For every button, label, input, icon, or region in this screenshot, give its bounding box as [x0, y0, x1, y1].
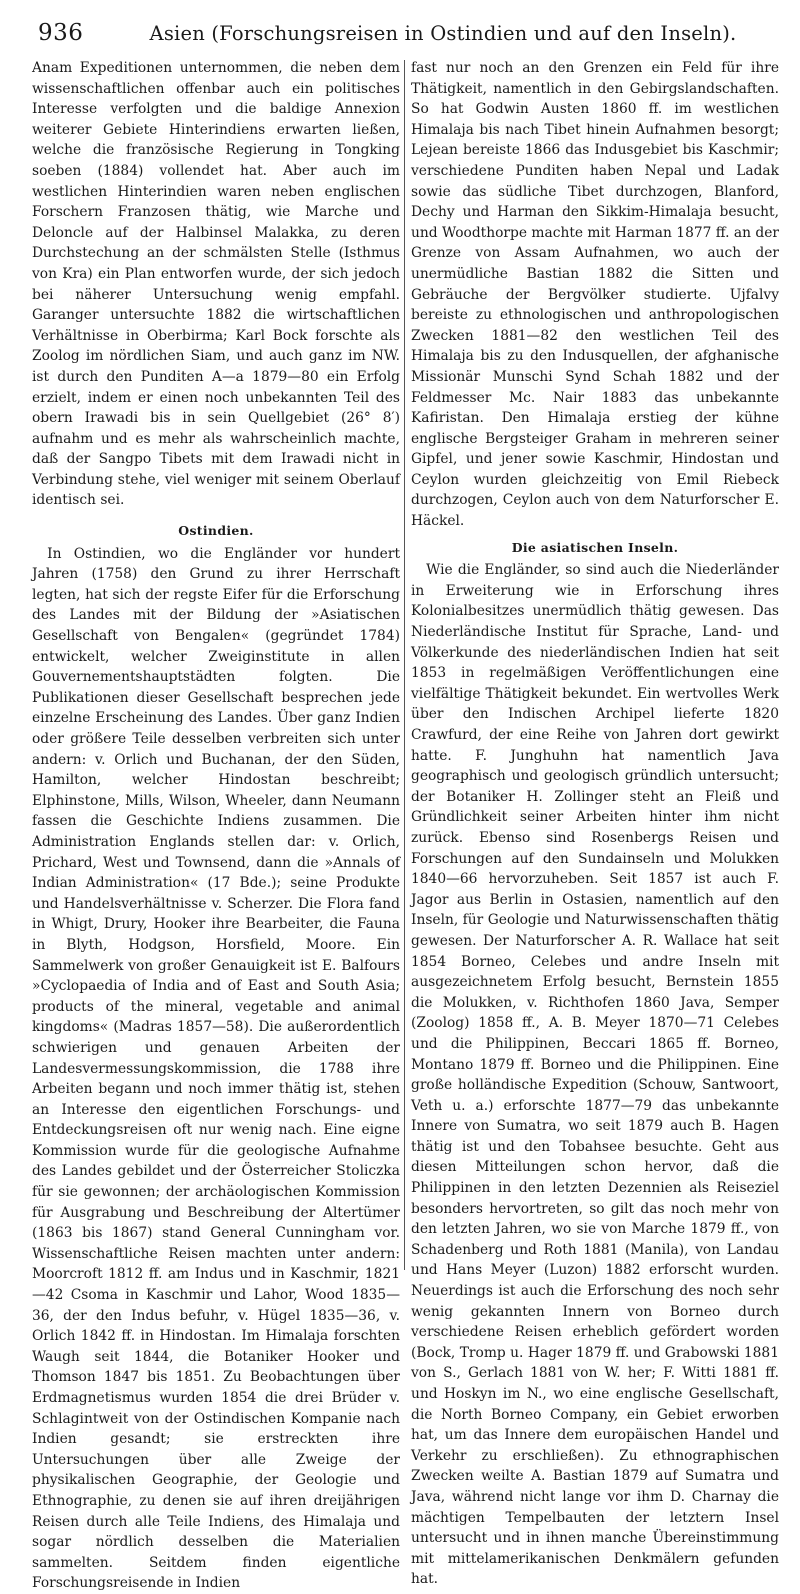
paragraph-asiatische-inseln: Wie die Engländer, so sind auch die Niederländer in Erweiterung wie in Erforschung ihres Kolonialbesitzes unermüdlich thätig gewesen. Das Niederländische Institut für Sprache, Land- und Völkerkunde des niederländischen Indien hat seit 1853 in regelmäßigen Veröffentlichungen eine vielfältige Thätigkeit bekundet. Ein wertvolles Werk über den Indischen Archipel lieferte 1820 Crawfurd, der eine Reihe von Jahren dort gewirkt hatte. F. Junghuhn hat namentlich Java geographisch und geologisch gründlich untersucht; der Botaniker H. Zollinger steht an Fleiß und Gründlichkeit seiner Arbeiten hinter ihm nicht zurück. Ebenso sind Rosenbergs Reisen und Forschungen auf den Sundainseln und Molukken 1840—66 hervorzuheben. Seit 1857 ist auch F. Jagor aus Berlin in Ostasien, namentlich auf den Inseln, für Geologie und Naturwissenschaften thätig gewesen. Der Naturforscher A. R. Wallace hat seit 1854 Borneo, Celebes und andre Inseln mit ausgezeichnetem Erfolg besucht, Bernstein 1855 die Molukken, v. Richthofen 1860 Java, Semper (Zoolog) 1858 ff., A. B. Meyer 1870—71 Celebes und die Philippinen, Beccari 1865 ff. Borneo, Montano 1879 ff. Borneo und die Philippinen. Eine große holländische Expedition (Schouw, Santwoort, Veth u. a.) erforschte 1877—79 das unbekannte Innere von Sumatra, wo seit 1879 auch B. Hagen thätig ist und den Tobahsee besuchte. Geht aus diesen Mitteilungen schon hervor, daß die Philippinen in den letzten Dezennien als Reiseziel besonders hervortreten, so gilt das noch mehr von den letzten Jahren, wo sie von Marche 1879 ff., von Schadenberg und Roth 1881 (Manila), von Landau und Hans Meyer (Luzon) 1882 erforscht wurden. Neuerdings ist auch die Erforschung des noch sehr wenig gekannten Innern von Borneo durch verschiedene Reisen erheblich gefördert worden (Bock, Tromp u. Hager 1879 ff. und Grabowski 1881 von S., Gerlach 1881 von W. her; F. Witti 1881 ff. und Hoskyn im N., wo eine englische Gesellschaft, die North Borneo Company, ein Gebiet erworben hat, um das Innere dem europäischen Handel und Verkehr zu erschließen). Zu ethnographischen Zwecken weilte A. Bastian 1879 auf Sumatra und Java, während nicht lange vor ihm D. Charnay die mächtigen Tempelbauten der letztern Insel untersucht und in ihnen manche Übereinstimmung mit mittelamerikanischen Denkmälern gefunden hat. — [411, 562, 779, 1588]
paragraph-ostindien: In Ostindien, wo die Engländer vor hundert Jahren (1758) den Grund zu ihrer Herrschaft legten, hat sich der regste Eifer für die Erforschung des Landes mit der Bildung der »Asiatischen Gesellschaft von Bengalen« (gegründet 1784) entwickelt, welcher Zweiginstitute in allen Gouvernementshauptstädten folgten. Die Publikationen dieser Gesellschaft besprechen jede einzelne Erscheinung des Landes. Über ganz Indien oder größere Teile desselben verbreiten sich unter andern: v. Orlich und Buchanan, der den Süden, Hamilton, welcher Hindostan beschreibt; Elphinstone, Mills, Wilson, Wheeler, dann Neumann fassen die Geschichte Indiens zusammen. Die Administration Englands stellen dar: v. Orlich, Prichard, West und Townsend, dann die »Annals of Indian Administration« (17 Bde.); seine Produkte und Handelsverhältnisse v. Scherzer. Die Flora fand in Whigt, Drury, Hooker ihre Bearbeiter, die Fauna in Blyth, Hodgson, Horsfield, Moore. Ein Sammelwerk von großer Genauigkeit ist E. Balfours »Cyclopaedia of India and of East and South Asia; products of the mineral, vegetable and animal kingdoms« (Madras 1857—58). Die außerordentlich schwierigen und genauen Arbeiten der Landesvermessungskommission, die 1788 ihre Arbeiten begann und noch immer thätig ist, stehen an Interesse den eigentlichen Forschungs- und Entdeckungsreisen oft nur wenig nach. Eine eigne Kommission wurde für die geologische Aufnahme des Landes gebildet und der Österreicher Stoliczka für sie gewonnen; der archäologischen Kommission für Ausgrabung und Beschreibung der Altertümer (1863 bis 1867) stand General Cunningham vor. Wissenschaftliche Reisen machten unter andern: Moorcroft 1812 ff. am Indus und in Kaschmir, 1821—42 Csoma in Kaschmir und Lahor, Wood 1835—36, der den Indus befuhr, v. Hügel 1835—36, v. Orlich 1842 ff. in Hindostan. Im Himalaja forschten Waugh seit 1844, die Botaniker Hooker und Thomson 1847 bis 1851. Zu Beobachtungen über Erdmagnetismus wurden 1854 die drei Brüder v. Schlagintweit von der Ostindischen Kompanie nach Indien gesandt; sie erstreckten ihre Untersuchungen über alle Zweige der physikalischen Geographie, der Geologie und Ethnographie, zu denen sie auf ihren dreijährigen Reisen durch alle Teile Indiens, des Himalaja und sogar nördlich desselben die Materialien sammelten. Seitdem finden eigentliche Forschungsreisende in Indien — [32, 545, 400, 1592]
section-heading-asiatische-inseln: Die asiatischen Inseln. — [511, 539, 679, 555]
page-number: 936 — [38, 20, 84, 46]
paragraph-ostindien-continued: fast nur noch an den Grenzen ein Feld für ihre Thätigkeit, namentlich in den Gebirgslandschaften. So hat Godwin Austen 1860 ff. im westlichen Himalaja bis nach Tibet hinein Aufnahmen besorgt; Lejean bereiste 1866 das Indusgebiet bis Kaschmir; verschiedene Punditen haben Nepal und Ladak sowie das südliche Tibet durchzogen, Blanford, Dechy und Harman den Sikkim-Himalaja besucht, und Woodthorpe machte mit Harman 1877 ff. an der Grenze von Assam Aufnahmen, wo auch der unermüdliche Bastian 1882 die Sitten und Gebräuche der Bergvölker studierte. Ujfalvy bereiste zu ethnologischen und anthropologischen Zwecken 1881—82 den westlichen Teil des Himalaja bis zu den Indusquellen, der afghanische Missionär Munschi Synd Schah 1882 und der Feldmesser Mc. Nair 1883 das unbekannte Kafiristan. Den Himalaja erstieg der kühne englische Bergsteiger Graham in mehreren seiner Gipfel, und jener sowie Kaschmir, Hindostan und Ceylon wurden gleichzeitig von Emil Riebeck durchzogen, Ceylon auch von dem Naturforscher E. Häckel. — [411, 60, 779, 530]
left-column — [32, 58, 400, 1594]
running-title: Asien (Forschungsreisen in Ostindien und auf den Inseln). — [149, 22, 737, 45]
section-heading-ostindien: Ostindien. — [178, 523, 254, 539]
paragraph-hinterindien-continued: Anam Expeditionen unternommen, die neben dem wissenschaftlichen offenbar auch ein politisches Interesse verfolgten und die baldige Annexion weiterer Gebiete Hinterindiens erwarten ließen, welche die französische Regierung in Tongking soeben (1884) vollendet hat. Aber auch im westlichen Hinterindien waren neben englischen Forschern Franzosen thätig, wie Marche und Deloncle auf der Halbinsel Malakka, zu deren Durchstechung an der schmälsten Stelle (Isthmus von Kra) ein Plan entworfen wurde, der sich jedoch bei näherer Untersuchung wenig empfahl. Garanger untersuchte 1882 die wirtschaftlichen Verhältnisse in Oberbirma; Karl Bock forschte als Zoolog im nördlichen Siam, und auch ganz im NW. ist durch den Punditen A—a 1879—80 ein Erfolg erzielt, indem er einen noch unbekannten Teil des obern Irawadi bis in sein Quellgebiet (26° 8′) aufnahm und es mehr als wahrscheinlich machte, daß der Sangpo Tibets mit dem Irawadi nicht in Verbindung stehe, viel weniger mit seinem Oberlauf identisch sei. — [32, 60, 400, 509]
column-divider — [404, 60, 405, 1270]
right-column — [411, 58, 779, 1590]
page-header — [38, 18, 768, 52]
